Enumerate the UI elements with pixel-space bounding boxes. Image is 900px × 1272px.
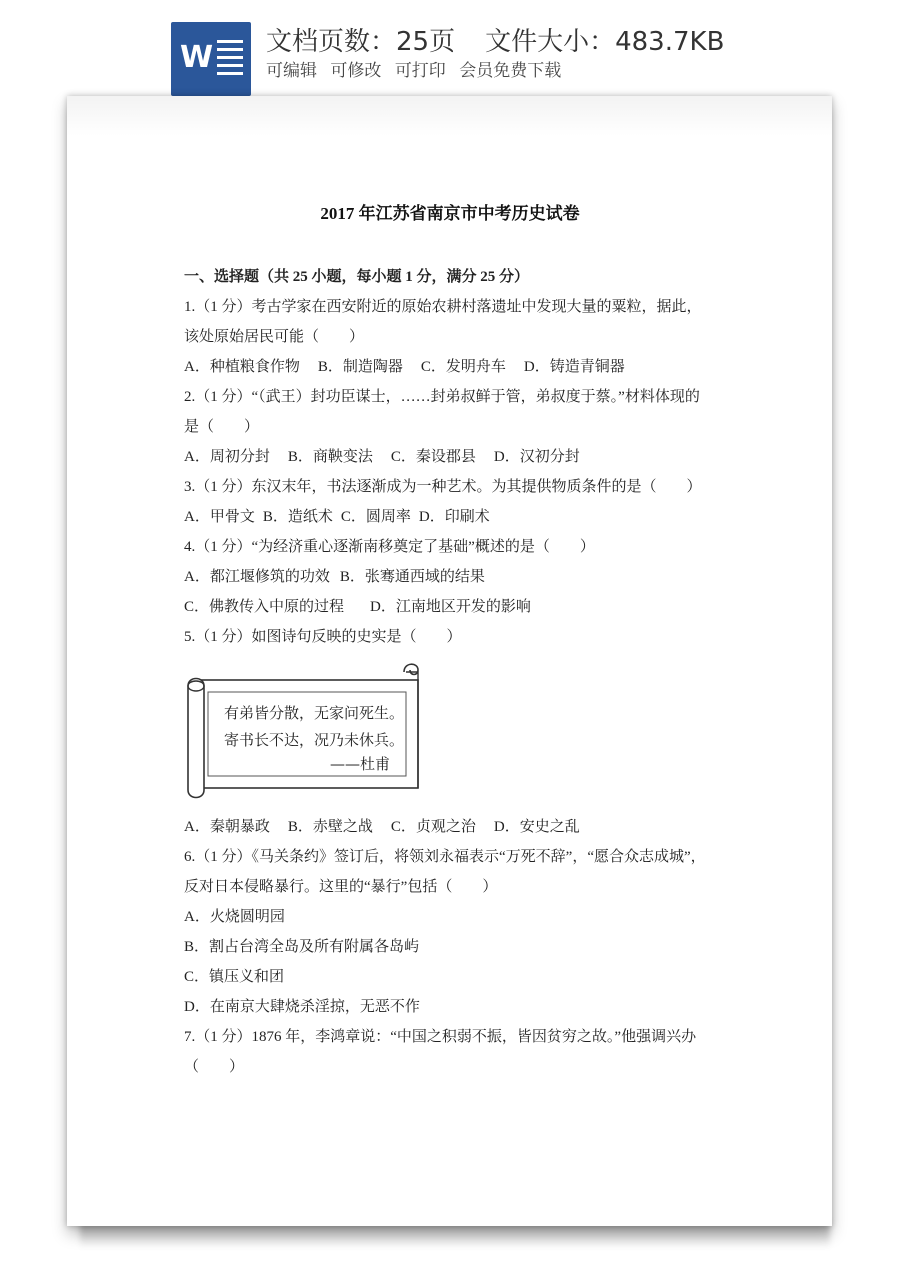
feature-member-download[interactable]: 会员免费下载: [459, 61, 562, 81]
page-count: 文档页数：25页: [266, 27, 456, 57]
question-3-text: 3.（1 分）东汉末年，书法逐渐成为一种艺术。为其提供物质条件的是（ ）: [184, 479, 702, 495]
question-6-option-a: A．火烧圆明园: [184, 909, 285, 925]
poem-line-1: 有弟皆分散，无家问死生。: [224, 704, 405, 722]
question-5-options: [184, 815, 580, 836]
option-c: C．佛教传入中原的过程: [184, 599, 345, 615]
question-6-text: 6.（1 分）《马关条约》签订后，将领刘永福表示“万死不辞”，“愿合众志成城”，: [184, 849, 706, 865]
question-3-options: [184, 505, 490, 526]
option-a: A．都江堰修筑的功效: [184, 569, 330, 585]
option-c: C．圆周率: [340, 509, 411, 525]
question-2-text-cont: 是（ ）: [184, 419, 260, 435]
section-heading: 一、选择题（共 25 小题，每小题 1 分，满分 25 分）: [184, 269, 530, 285]
option-a: A．秦朝暴政: [184, 819, 270, 835]
word-logo-letter: W: [180, 40, 213, 75]
banner-title: [266, 21, 724, 58]
option-d: D．印刷术: [418, 509, 490, 525]
option-a: A．种植粮食作物: [184, 359, 300, 375]
word-document-icon: [171, 22, 251, 96]
question-6-text-cont: 反对日本侵略暴行。这里的“暴行”包括（ ）: [184, 879, 498, 895]
question-6-option-d: D．在南京大肆烧杀淫掠，无恶不作: [184, 999, 420, 1015]
question-7-text-cont: （ ）: [184, 1059, 245, 1075]
banner-features: [266, 56, 569, 81]
poem-author: ——杜甫: [330, 755, 391, 773]
poem-text: [224, 700, 405, 754]
question-7-text: 7.（1 分）1876 年，李鸿章说：“中国之积弱不振，皆因贫穷之故。”他强调兴办: [184, 1029, 697, 1045]
option-b: B．造纸术: [262, 509, 333, 525]
feature-editable: 可编辑: [266, 61, 317, 81]
question-4-text: 4.（1 分）“为经济重心逐渐南移奠定了基础”概述的是（ ）: [184, 539, 595, 555]
download-banner: [0, 0, 900, 96]
option-a: A．周初分封: [184, 449, 270, 465]
question-1-options: [184, 355, 625, 376]
option-c: C．贞观之治: [390, 819, 476, 835]
poem-line-2: 寄书长不达，况乃未休兵。: [224, 731, 405, 749]
option-a: A．甲骨文: [184, 509, 255, 525]
option-d: D．安史之乱: [493, 819, 580, 835]
option-b: B．张骞通西域的结果: [339, 569, 485, 585]
option-b: B．制造陶器: [317, 359, 403, 375]
option-c: C．秦设郡县: [390, 449, 476, 465]
question-2-options: [184, 445, 580, 466]
option-c: C．发明舟车: [420, 359, 506, 375]
option-b: B．赤壁之战: [287, 819, 373, 835]
option-b: B．商鞅变法: [287, 449, 373, 465]
feature-modifiable: 可修改: [330, 61, 382, 81]
question-4-options-row1: [184, 565, 485, 586]
option-d: D．江南地区开发的影响: [370, 599, 531, 615]
question-1-text: 1.（1 分）考古学家在西安附近的原始农耕村落遗址中发现大量的粟粒，据此，: [184, 299, 702, 315]
feature-printable: 可打印: [394, 61, 446, 81]
question-2-text: 2.（1 分）“（武王）封功臣谋士，……封弟叔鲜于管，弟叔度于蔡。”材料体现的: [184, 389, 700, 405]
file-size: 文件大小：483.7KB: [485, 27, 725, 57]
question-1-text-cont: 该处原始居民可能（ ）: [184, 329, 365, 345]
question-4-options-row2: [184, 595, 531, 616]
option-d: D．铸造青铜器: [523, 359, 625, 375]
question-6-option-c: C．镇压义和团: [184, 969, 285, 985]
question-6-option-b: B．割占台湾全岛及所有附属各岛屿: [184, 939, 420, 955]
question-5-text: 5.（1 分）如图诗句反映的史实是（ ）: [184, 629, 462, 645]
exam-title: 2017 年江苏省南京市中考历史试卷: [320, 204, 580, 223]
option-d: D．汉初分封: [493, 449, 580, 465]
